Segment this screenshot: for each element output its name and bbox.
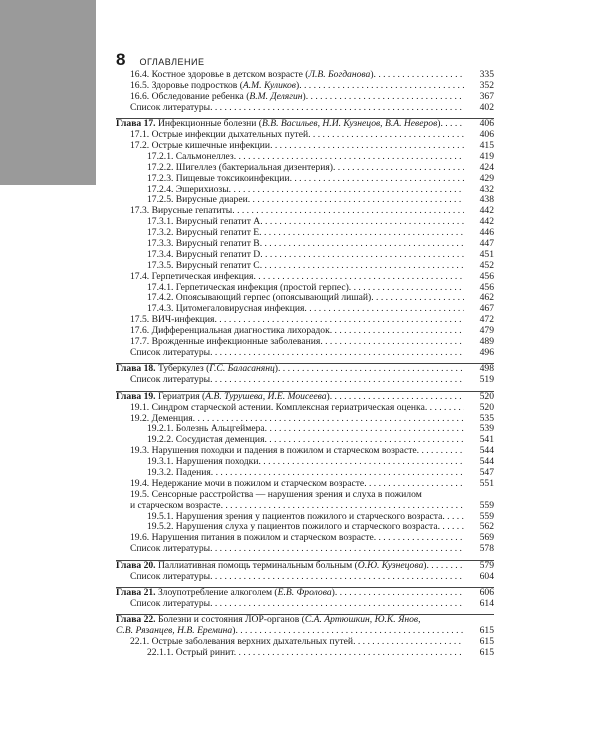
toc-entry-title <box>130 272 464 283</box>
chapter-label: Глава 20. <box>116 560 156 571</box>
toc-page-number: 415 <box>464 141 494 152</box>
entry-text: Болезни и состояния ЛОР-органов ( <box>155 615 305 626</box>
toc-page-number: 606 <box>464 588 494 599</box>
entry-text: Паллиативная помощь терминальным больным ( <box>155 560 358 571</box>
toc-entry-title <box>147 424 464 435</box>
toc-page-number: 451 <box>464 250 494 261</box>
entry-text: 17.2.5. Вирусные диареи <box>147 195 248 206</box>
toc-entry-title <box>130 315 464 326</box>
entry-text: 17.2.2. Шигеллез (бактериальная дизентерия) <box>147 162 333 173</box>
entry-text: Гериатрия ( <box>155 391 206 402</box>
toc-page-number: 406 <box>464 119 494 130</box>
entry-text-tail: ) <box>326 391 330 402</box>
toc-page-number: 462 <box>464 293 494 304</box>
toc-entry <box>116 637 494 648</box>
entry-authors: В.М. Делягин <box>249 91 303 102</box>
toc-page-number: 569 <box>464 533 494 544</box>
toc-entry-title <box>147 283 464 294</box>
entry-text-tail: ) <box>295 80 300 91</box>
entry-text: 17.2.4. Эшерихиозы <box>147 184 229 195</box>
entry-text: 16.5. Здоровье подростков ( <box>130 80 243 91</box>
toc-entry <box>116 103 494 114</box>
toc-page-number: 615 <box>464 626 494 637</box>
toc-entry <box>116 70 494 81</box>
toc-page-number: 579 <box>464 561 494 572</box>
toc-entry <box>116 81 494 92</box>
toc-entry <box>116 272 494 283</box>
toc-entry-title <box>130 446 464 457</box>
entry-text: 17.1. Острые инфекции дыхательных путей <box>130 130 309 141</box>
toc-entry-title <box>130 141 464 152</box>
toc-entry-title <box>147 512 464 523</box>
entry-text: 17.6. Дифференциальная диагностика лихорадок <box>130 326 330 337</box>
toc-page-number: 519 <box>464 375 494 386</box>
toc-entry-title <box>147 457 464 468</box>
toc-chapter-entry <box>116 391 494 403</box>
entry-text: 19.6. Нарушения питания в пожилом и старческом возрасте <box>130 533 374 544</box>
entry-text: Список литературы <box>130 102 211 113</box>
toc-entry-title <box>130 544 464 555</box>
entry-text: 17.4.1. Герпетическая инфекция (простой герпес) <box>147 282 349 293</box>
entry-authors: С.В. Рязанцев, Н.В. Еремина <box>116 626 233 637</box>
toc-page-number: 406 <box>464 130 494 141</box>
entry-text: и старческом возрасте <box>130 500 221 511</box>
entry-text: 22.1. Острые заболевания верхних дыхательных путей <box>130 637 354 648</box>
toc-entry <box>116 92 494 103</box>
toc-page-number: 402 <box>464 103 494 114</box>
entry-text: 17.4.3. Цитомегаловирусная инфекция <box>147 304 305 315</box>
entry-text: 17.3. Вирусные гепатиты <box>130 206 233 217</box>
toc-entry <box>116 337 494 348</box>
toc-page-number: 535 <box>464 414 494 425</box>
toc-entry-title <box>130 637 464 648</box>
toc-page-number: 496 <box>464 348 494 359</box>
chapter-label: Глава 19. <box>116 391 156 402</box>
toc-entry <box>116 414 494 425</box>
page-header <box>116 50 205 70</box>
toc-page-number: 539 <box>464 424 494 435</box>
entry-text: Список литературы <box>130 375 211 386</box>
entry-text: Злоупотребление алкоголем ( <box>155 588 278 599</box>
toc-page-number: 520 <box>464 392 494 403</box>
toc-chapter-entry <box>116 614 494 626</box>
entry-text: Список литературы <box>130 347 211 358</box>
toc-entry <box>116 206 494 217</box>
toc-entry-title <box>130 348 464 359</box>
toc-entry <box>116 239 494 250</box>
entry-text-tail: ) <box>331 588 335 599</box>
entry-text: 19.3.1. Нарушения походки <box>147 457 259 468</box>
toc-page-number: 559 <box>464 501 494 512</box>
toc-entry-title <box>147 261 464 272</box>
entry-text: Список литературы <box>130 571 211 582</box>
toc-entry <box>116 626 494 637</box>
toc-page-number: 447 <box>464 239 494 250</box>
entry-text: 17.2.3. Пищевые токсикоинфекции <box>147 173 290 184</box>
entry-text-tail: ) <box>302 91 306 102</box>
toc-entry <box>116 501 494 512</box>
toc-page-number: 544 <box>464 457 494 468</box>
chapter-label: Глава 17. <box>116 119 156 130</box>
toc-entry-title <box>130 533 464 544</box>
toc-entry <box>116 446 494 457</box>
entry-text: 17.4.2. Опоясывающий герпес (опоясывающий лишай) <box>147 293 372 304</box>
toc-entry-title <box>130 479 464 490</box>
toc-page-number: 562 <box>464 522 494 533</box>
entry-text: Туберкулез ( <box>155 364 210 375</box>
toc-entry-title <box>130 206 464 217</box>
entry-text: Список литературы <box>130 544 211 555</box>
toc-page-number: 335 <box>464 70 494 81</box>
toc-entry <box>116 283 494 294</box>
toc-entry <box>116 544 494 555</box>
toc-entry <box>116 468 494 479</box>
toc-page-number: 467 <box>464 304 494 315</box>
toc-entry <box>116 174 494 185</box>
toc-entry-title <box>130 81 464 92</box>
entry-text: 19.5.2. Нарушения слуха у пациентов пожилого и старческого возраста <box>147 522 438 533</box>
toc-entry <box>116 348 494 359</box>
toc-page-number: 429 <box>464 174 494 185</box>
entry-text: 17.3.3. Вирусный гепатит В <box>147 238 260 249</box>
toc-entry <box>116 130 494 141</box>
toc-entry <box>116 152 494 163</box>
toc-entry-title <box>147 250 464 261</box>
toc-page-number: 559 <box>464 512 494 523</box>
toc-entry-title <box>130 414 464 425</box>
toc-page-number: 615 <box>464 637 494 648</box>
toc-entry <box>116 315 494 326</box>
toc-page-number: 367 <box>464 92 494 103</box>
entry-text: 17.3.5. Вирусный гепатит С <box>147 260 260 271</box>
entry-text: 17.5. ВИЧ-инфекция <box>130 315 215 326</box>
toc-page-number: 498 <box>464 364 494 375</box>
toc-entry-title <box>147 228 464 239</box>
toc-entry-title <box>130 130 464 141</box>
toc-entry-title <box>116 561 464 572</box>
toc-entry-title <box>116 392 464 403</box>
toc-entry <box>116 457 494 468</box>
entry-text: 19.4. Недержание мочи в пожилом и старческом возрасте <box>130 478 365 489</box>
toc-entry <box>116 522 494 533</box>
entry-text: 19.3.2. Падения <box>147 467 211 478</box>
entry-text-tail: ) <box>232 626 236 637</box>
entry-text: 19.5.1. Нарушения зрения у пациентов пожилого и старческого возраста <box>147 511 443 522</box>
toc-entry-title <box>130 375 464 386</box>
toc-entry <box>116 293 494 304</box>
toc-entry <box>116 599 494 610</box>
toc-chapter-entry <box>116 587 494 599</box>
toc-page-number: 551 <box>464 479 494 490</box>
entry-text: 19.2.2. Сосудистая деменция <box>147 435 265 446</box>
toc-entry-title <box>130 103 464 114</box>
toc-entry <box>116 326 494 337</box>
toc-entry <box>116 185 494 196</box>
toc-page-number: 578 <box>464 544 494 555</box>
toc-page-number: 452 <box>464 261 494 272</box>
toc-entry-title <box>147 435 464 446</box>
toc-entry <box>116 490 494 501</box>
entry-text: 16.4. Костное здоровье в детском возрасте ( <box>130 70 309 80</box>
toc-entry <box>116 572 494 583</box>
entry-authors: А.В. Турушева, И.Е. Моисеева <box>205 391 327 402</box>
entry-text: 17.3.4. Вирусный гепатит D <box>147 249 261 260</box>
toc-page-number: 615 <box>464 648 494 659</box>
toc-entry-title <box>116 626 464 637</box>
toc-entry <box>116 195 494 206</box>
toc-entry <box>116 479 494 490</box>
entry-authors: Г.С. Баласанянц <box>209 364 275 375</box>
toc-entry <box>116 250 494 261</box>
toc-page-number: 456 <box>464 283 494 294</box>
entry-text: 17.7. Врожденные инфекционные заболевания <box>130 336 321 347</box>
toc-chapter-entry <box>116 560 494 572</box>
toc-entry-title <box>147 293 464 304</box>
entry-text: 22.1.1. Острый ринит <box>147 648 234 659</box>
toc-entry-title <box>116 615 464 626</box>
toc-entry-title <box>130 490 464 501</box>
toc-page-number: 352 <box>464 81 494 92</box>
toc-entry-title <box>130 501 464 512</box>
toc-page-number: 472 <box>464 315 494 326</box>
entry-text-tail: ) <box>370 70 374 80</box>
toc-entry-title <box>147 185 464 196</box>
entry-authors: В.В. Васильев, Н.И. Кузнецов, В.А. Неверов <box>261 119 438 130</box>
entry-text: 17.2. Острые кишечные инфекции <box>130 140 271 151</box>
toc-entry <box>116 261 494 272</box>
page-number: 8 <box>116 50 126 69</box>
toc-entry <box>116 424 494 435</box>
toc-entry-title <box>147 304 464 315</box>
toc-page-number: 424 <box>464 163 494 174</box>
toc-entry-title <box>147 522 464 533</box>
entry-text: 17.2.1. Сальмонеллез <box>147 151 234 162</box>
toc-entry-title <box>147 648 464 659</box>
entry-text: 17.3.1. Вирусный гепатит А <box>147 217 261 228</box>
entry-text: 19.2. Деменция <box>130 413 193 424</box>
toc-entry <box>116 648 494 659</box>
entry-authors: С.А. Артюшкин, Ю.К. Янов, <box>304 615 421 626</box>
toc-entry <box>116 163 494 174</box>
entry-authors: О.Ю. Кузнецова <box>357 560 424 571</box>
toc-entry-title <box>130 337 464 348</box>
entry-text: 16.6. Обследование ребенка ( <box>130 91 250 102</box>
toc-entry-title <box>147 152 464 163</box>
entry-text: Инфекционные болезни ( <box>155 119 262 130</box>
entry-text: 19.1. Синдром старческой астении. Комплексная гериатрическая оценка <box>130 402 425 413</box>
toc-entry <box>116 375 494 386</box>
toc-page-number: 547 <box>464 468 494 479</box>
entry-text-tail: ) <box>437 119 441 130</box>
toc-page-number: 456 <box>464 272 494 283</box>
toc-entry-title <box>147 217 464 228</box>
toc-entry-title <box>116 119 464 130</box>
toc-page-number: 614 <box>464 599 494 610</box>
toc-page-number: 432 <box>464 185 494 196</box>
toc-entry <box>116 217 494 228</box>
toc-entry-title <box>130 572 464 583</box>
toc-entry-title <box>116 588 464 599</box>
toc-entry-title <box>130 92 464 103</box>
chapter-thumb-tab <box>0 0 96 185</box>
toc-entry <box>116 435 494 446</box>
toc-entry <box>116 304 494 315</box>
toc-page-number: 446 <box>464 228 494 239</box>
toc-page-number: 520 <box>464 403 494 414</box>
toc-page-number: 541 <box>464 435 494 446</box>
entry-text: 19.2.1. Болезнь Альцгеймера <box>147 424 265 435</box>
entry-text: 19.3. Нарушения походки и падения в пожилом и старческом возрасте <box>130 446 417 457</box>
running-title: ОГЛАВЛЕНИЕ <box>139 57 205 67</box>
toc-entry-title <box>130 326 464 337</box>
entry-text: Список литературы <box>130 598 211 609</box>
toc-page-number: 419 <box>464 152 494 163</box>
entry-authors: Л.В. Богданова <box>308 70 371 80</box>
chapter-label: Глава 22. <box>116 615 156 626</box>
toc-entry-title <box>130 70 464 81</box>
toc-entry <box>116 141 494 152</box>
toc-entry <box>116 533 494 544</box>
toc-entry-title <box>147 468 464 479</box>
toc-page-number: 438 <box>464 195 494 206</box>
toc-entry-title <box>130 403 464 414</box>
toc-page-number: 489 <box>464 337 494 348</box>
toc-entry <box>116 403 494 414</box>
toc-page-number: 544 <box>464 446 494 457</box>
chapter-label: Глава 18. <box>116 364 156 375</box>
toc-entry <box>116 228 494 239</box>
toc-chapter-entry <box>116 363 494 375</box>
toc-entry <box>116 512 494 523</box>
entry-text-tail: ) <box>423 560 427 571</box>
toc-page-number: 442 <box>464 217 494 228</box>
entry-text: 19.5. Сенсорные расстройства — нарушения зрения и слуха в пожилом <box>130 489 422 500</box>
toc-entry-title <box>147 195 464 206</box>
entry-text-tail: ) <box>274 364 278 375</box>
toc-entry-title <box>147 239 464 250</box>
toc-entry-title <box>130 599 464 610</box>
toc-page-number: 442 <box>464 206 494 217</box>
toc-chapter-entry <box>116 118 494 130</box>
toc-entry-title <box>116 364 464 375</box>
entry-authors: Е.В. Фролова <box>277 588 332 599</box>
toc-entry-title <box>147 163 464 174</box>
toc-page-number: 479 <box>464 326 494 337</box>
toc-entry-title <box>147 174 464 185</box>
entry-text: 17.3.2. Вирусный гепатит Е <box>147 228 260 239</box>
toc-page-number: 604 <box>464 572 494 583</box>
entry-text: 17.4. Герпетическая инфекция <box>130 271 254 282</box>
table-of-contents <box>116 70 494 659</box>
entry-authors: А.М. Куликов <box>242 80 296 91</box>
chapter-label: Глава 21. <box>116 588 156 599</box>
